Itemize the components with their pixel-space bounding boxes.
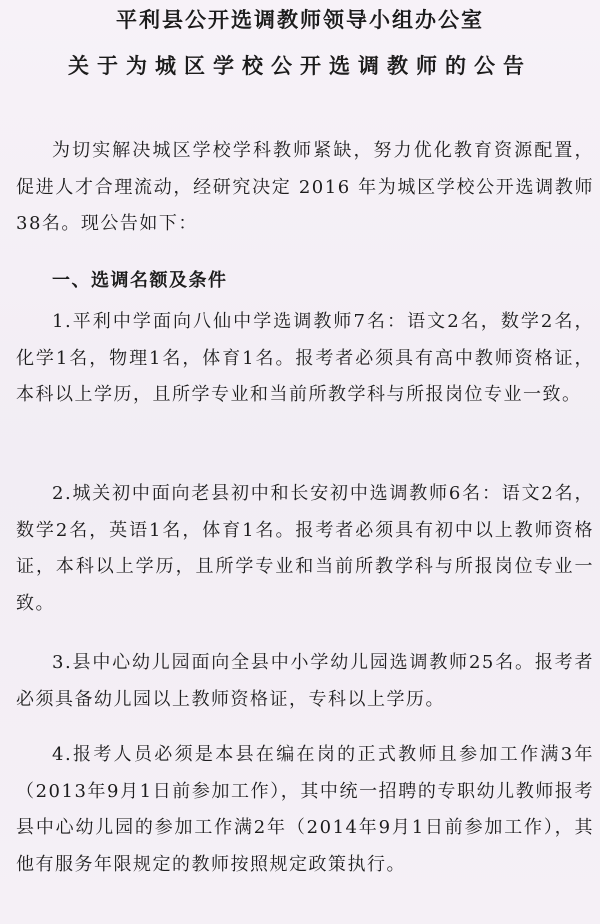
condition-item-4: 4.报考人员必须是本县在编在岗的正式教师且参加工作满3年（2013年9月1日前参加工作），其中统一招聘的专职幼儿教师报考县中心幼儿园的参加工作满2年（2014年9月1日前参加工作），其他有服务年限规定的教师按照规定政策执行。 [16, 744, 594, 875]
condition-item-2: 2.城关初中面向老县初中和长安初中选调教师6名：语文2名，数学2名，英语1名，体育1名。报考者必须具有初中以上教师资格证，本科以上学历，且所学专业和当前所教学科与所报岗位专业一致。 [16, 483, 594, 614]
notice-title: 关于为城区学校公开选调教师的公告 [68, 53, 532, 78]
condition-item-3: 3.县中心幼儿园面向全县中小学幼儿园选调教师25名。报考者必须具备幼儿园以上教师资格证，专科以上学历。 [16, 652, 594, 710]
section-heading: 一、选调名额及条件 [52, 270, 228, 291]
condition-item-1: 1.平利中学面向八仙中学选调教师7名：语文2名，数学2名，化学1名，物理1名，体育1名。报考者必须具有高中教师资格证，本科以上学历，且所学专业和当前所教学科与所报岗位专业一致。 [16, 311, 594, 405]
intro-paragraph: 为切实解决城区学校学科教师紧缺，努力优化教育资源配置，促进人才合理流动，经研究决定 2016 年为城区学校公开选调教师38名。现公告如下： [16, 140, 594, 234]
issuing-office: 平利县公开选调教师领导小组办公室 [116, 7, 484, 32]
